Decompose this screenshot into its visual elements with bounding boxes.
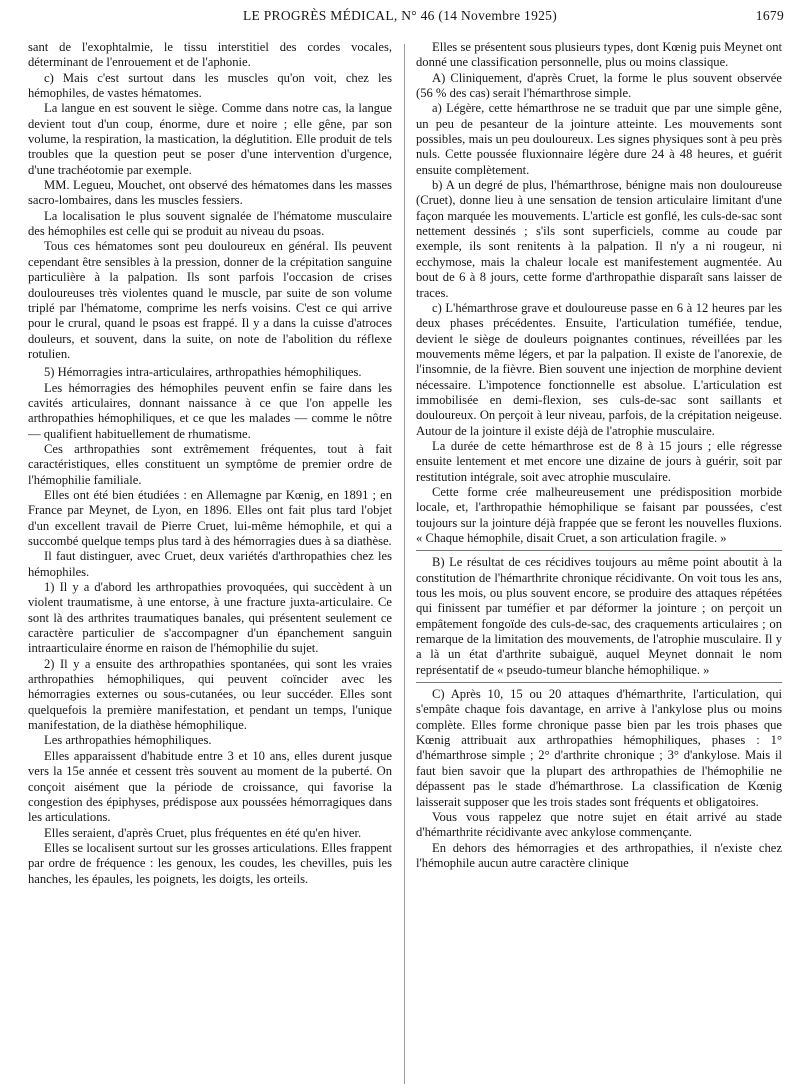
paragraph: La langue en est souvent le siège. Comme dans notre cas, la langue devient tout d'un coup, énorme, dure et noire ; elle gêne, par son volume, la respiration, la mastication, la déglutition. Elle produit de tels troubles que la question peut se poser d'une intervention d'urgence, d'une trachéotomie par exemple.	[28, 101, 392, 177]
paragraph: La localisation le plus souvent signalée de l'hématome musculaire des hémophiles est celle qui se produit au niveau du psoas.	[28, 208, 392, 239]
paragraph: Vous vous rappelez que notre sujet en était arrivé au stade d'hémarthrite récidivante avec ankylose commençante.	[416, 809, 782, 840]
paragraph: 5) Hémorragies intra-articulaires, arthropathies hémophiliques.	[44, 365, 362, 380]
paragraph: Elles seraient, d'après Cruet, plus fréquentes en été qu'en hiver.	[44, 825, 362, 840]
paragraph: a) Légère, cette hémarthrose ne se traduit que par une simple gêne, un peu de pesanteur de la jointure atteinte. Les mouvements sont possibles, mais un peu douloureux. Les signes physiques sont à peu près nuls. Cette poussée fluxionnaire légère dure 24 à 48 heures, et guérit ensuite complètement.	[416, 101, 782, 177]
paragraph: MM. Legueu, Mouchet, ont observé des hématomes dans les masses sacro-lombaires, dans les muscles fessiers.	[28, 178, 392, 208]
paragraph: 2) Il y a ensuite des arthropathies spontanées, qui sont les vraies arthropathies hémophiliques, qui peuvent coïncider avec les hémorragies externes ou sous-cutanées, ou leur succéder. Elles sont quelquefois la première manifestation, et pendant un temps, l'unique manifestation, de la diathèse hémophilique.	[28, 656, 392, 733]
paragraph: C) Après 10, 15 ou 20 attaques d'hémarthrite, l'articulation, qui s'empâte chaque fois davantage, en arrive à l'ankylose plus ou moins complète. Elles forme chronique passe bien par les trois phases que Kœnig attribuait aux arthropathies hémophiliques, phases : 1° d'hémarthrose simple ; 2° d'arthrite chronique ; 3° d'ankylose. Mais il faut bien savoir que la plupart des arthropathies de l'hémophilie ne dépassent pas le stade d'hémarthrose. La classification de Kœnig laisserait supposer que les trois stades sont fréquents et obligatoires.	[416, 682, 782, 810]
paragraph: Elles ont été bien étudiées : en Allemagne par Kœnig, en 1891 ; en France par Meynet, de Lyon, en 1896. Elles ont fait plus tard l'objet d'un excellent travail de Pierre Cruet, lui-même hémophile, et qui a succombé quelque temps plus tard à des hémorragies dues à sa diathèse.	[28, 487, 392, 548]
paragraph: En dehors des hémorragies et des arthropathies, il n'existe chez l'hémophile aucun autre caractère clinique	[416, 840, 782, 870]
paragraph: Ces arthropathies sont extrêmement fréquentes, tout à fait caractéristiques, elles constituent un symptôme de premier ordre de l'hémophilie familiale.	[28, 441, 392, 487]
paragraph: La durée de cette hémarthrose est de 8 à 15 jours ; elle régresse ensuite lentement et met encore une dizaine de jours à guérir, soit par restitution intégrale, soit avec atrophie musculaire.	[416, 438, 782, 484]
paragraph: 1) Il y a d'abord les arthropathies provoquées, qui succèdent à un violent traumatisme, à une entorse, à une fracture juxta-articulaire. Ce sont là des arthrites traumatiques banales, qui présentent seulement ce caractère particulier de s'accompagner d'un épanchement sanguin intraarticulaire énorme en raison de l'hémophilie du sujet.	[28, 580, 392, 656]
paragraph: Elles se présentent sous plusieurs types, dont Kœnig puis Meynet ont donné une classification personnelle, plus ou moins classique.	[416, 40, 782, 70]
paragraph: sant de l'exophtalmie, le tissu interstitiel des cordes vocales, déterminant de l'enrouement et de l'aphonie.	[28, 40, 392, 70]
page-number: 1679	[755, 8, 784, 23]
left-column	[28, 40, 392, 1088]
paragraph: Elles se localisent surtout sur les grosses articulations. Elles frappent par ordre de fréquence : les genoux, les coudes, les chevilles, puis les hanches, les épaules, les poignets, les doigts, les orteils.	[28, 840, 392, 886]
paragraph: b) A un degré de plus, l'hémarthrose, bénigne mais non douloureuse (Cruet), donne lieu à une sensation de tension articulaire limitant d'une façon marquée les mouvements. L'article est gonflé, les culs-de-sac sont nettement dessinés ; s'ils sont superficiels, comme au coude par exemple, ils sont renitents à la palpation. Il n'y a ni rougeur, ni ecchymose, mais la chaleur locale est manifestement augmentée. Au bout de 6 à 8 jours, cette forme d'arthropathie disparaît sans laisser de traces.	[416, 178, 782, 300]
paragraph: c) Mais c'est surtout dans les muscles qu'on voit, chez les hémophiles, de vastes hématomes.	[28, 70, 392, 101]
paragraph: Cette forme crée malheureusement une prédisposition morbide locale, et, l'arthropathie hémophilique se faisant par poussées, c'est toujours sur la jointure déjà frappée que se feront les nouvelles fluxions. « Chaque hémophile, disait Cruet, a son articulation fragile. »	[416, 484, 782, 545]
paragraph: Tous ces hématomes sont peu douloureux en général. Ils peuvent cependant être sensibles à la pression, donner de la crépitation sanguine particulière à la palpation. Ils sont parfois l'occasion de crises douloureuses très violentes quand le muscle, par suite de son volume triplé par l'hématome, comprime les nerfs voisins. C'est ce qui arrive pour le crural, quand le psoas est frappé. Il y a dans la cuisse d'atroces douleurs, et souvent, dans la suite, on note de l'abolition du réflexe rotulien.	[28, 239, 392, 361]
right-column	[416, 40, 782, 1088]
paragraph: Elles apparaissent d'habitude entre 3 et 10 ans, elles durent jusque vers la 15e année et cessent très souvent au moment de la puberté. On conçoit aisément que la période de croissance, qui favorise la congestion des épiphyses, prédispose aux poussées hémorragiques dans les articulations.	[28, 748, 392, 825]
running-title: LE PROGRÈS MÉDICAL, N° 46 (14 Novembre 1925)	[242, 8, 558, 23]
paragraph: Les arthropathies hémophiliques.	[44, 733, 212, 748]
paragraph: A) Cliniquement, d'après Cruet, la forme le plus souvent observée (56 % des cas) serait l'hémarthrose simple.	[416, 70, 782, 101]
paragraph: Il faut distinguer, avec Cruet, deux variétés d'arthropathies chez les hémophiles.	[28, 549, 392, 579]
page-header	[14, 6, 786, 34]
paragraph: B) Le résultat de ces récidives toujours au même point aboutit à la constitution de l'hémarthrite chronique récidivante. On voit tous les ans, tous les mois, ou plus souvent encore, se produire des attaques répétées qui finissent par tuméfier et par déformer la jointure ; on perçoit un empâtement fongoïde des culs-de-sac, des craquements articulaires ; on remarque de la limitation des mouvements, de l'atrophie musculaire. Il y a là un état d'arthrite subaiguë, auquel Meynet donnait le nom représentatif de « pseudo-tumeur blanche hémophilique. »	[416, 550, 782, 678]
paragraph: Les hémorragies des hémophiles peuvent enfin se faire dans les cavités articulaires, donnant naissance à ce que l'on appelle les arthropathies hémophiliques, et ce que les malades — comme le nôtre — qualifient habituellement de rhumatisme.	[28, 380, 392, 441]
column-rule	[404, 44, 405, 1084]
paragraph: c) L'hémarthrose grave et douloureuse passe en 6 à 12 heures par les deux phases précédentes. Ensuite, l'articulation tuméfiée, tendue, devient le siège de douleurs poignantes continues, réveillées par les mouvements même légers, et par la palpation. Il existe de l'anorexie, de l'insomnie, de la fièvre. Bien souvent une injection de morphine devient nécessaire. L'impotence fonctionnelle est absolue. L'articulation est immobilisée en demi-flexion, ses culs-de-sac sont saillants et douloureux. On perçoit à leur niveau, parfois, de la crépitation neigeuse. Autour de la jointure il existe déjà de l'atrophie musculaire.	[416, 300, 782, 438]
